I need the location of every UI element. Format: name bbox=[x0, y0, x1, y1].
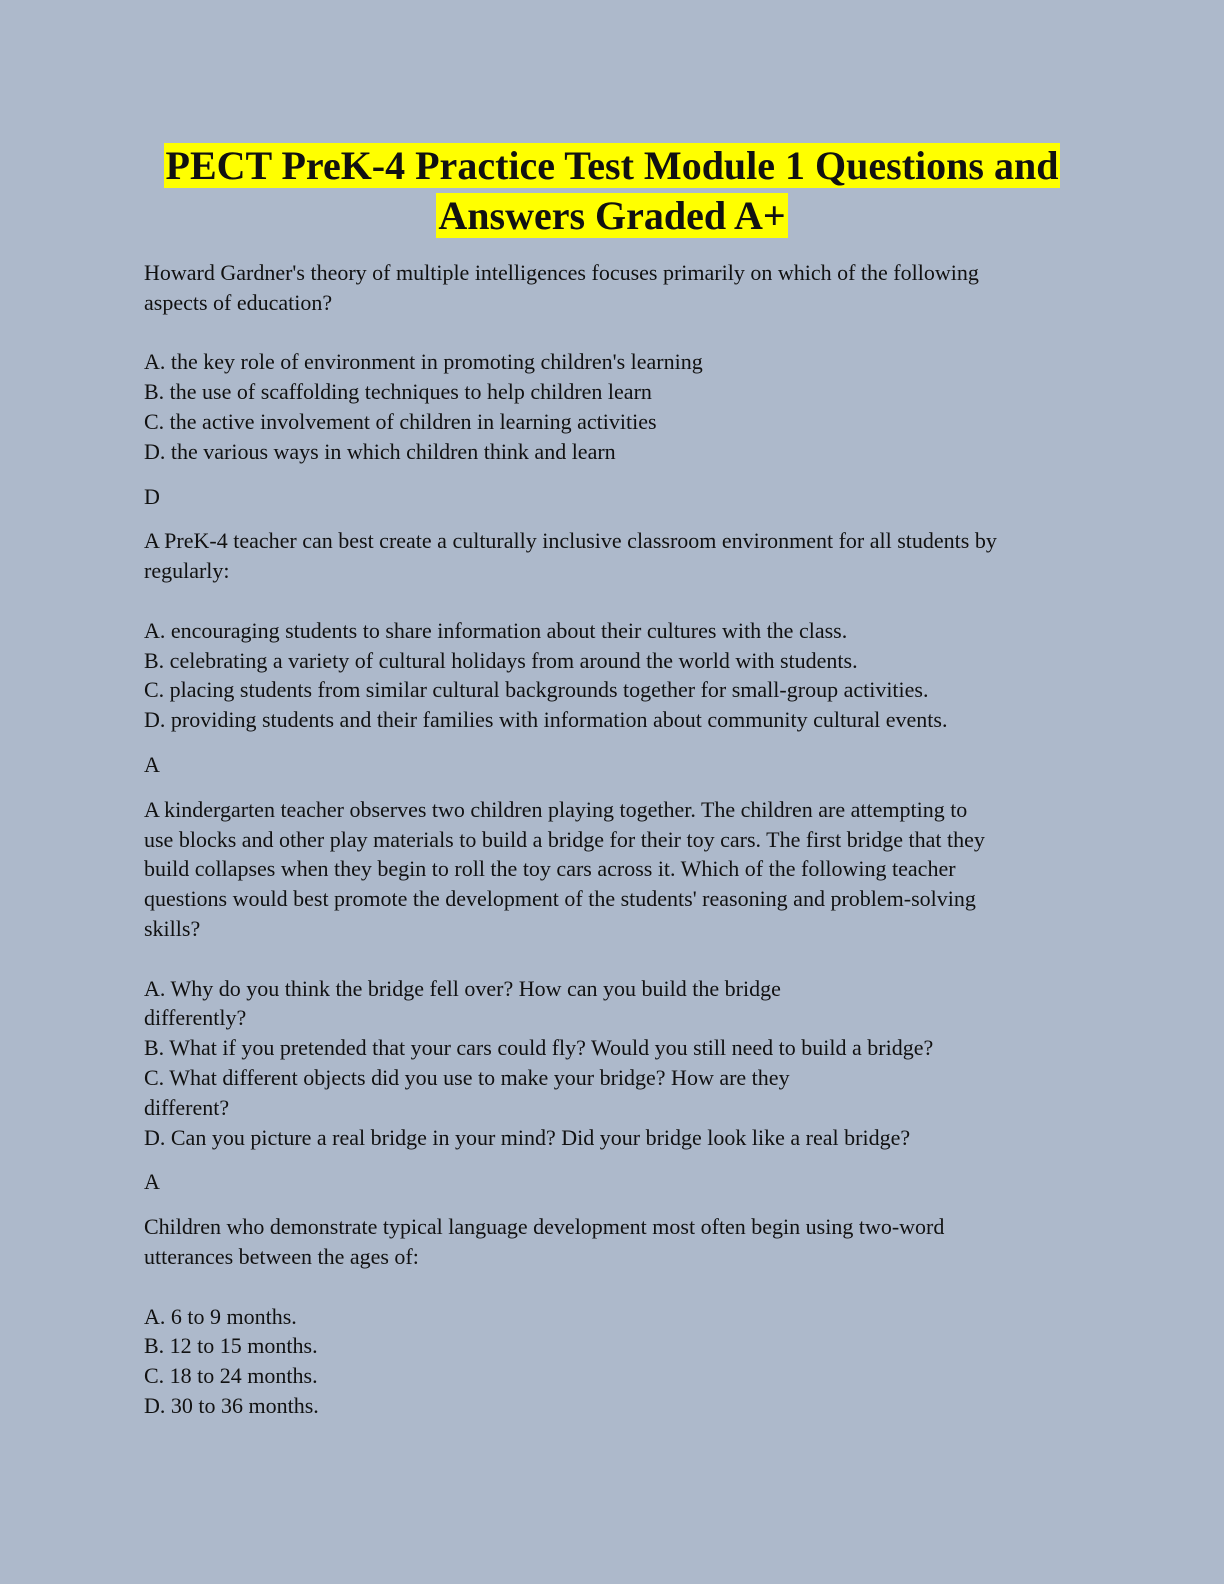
question-list bbox=[144, 258, 1089, 1436]
option-line: A. the key role of environment in promoting children's learning bbox=[144, 349, 703, 375]
question-line: use blocks and other play materials to build a bridge for their toy cars. The first bridge that they bbox=[144, 826, 985, 852]
answer-options bbox=[144, 347, 1089, 466]
question-line: Howard Gardner's theory of multiple intelligences focuses primarily on which of the following bbox=[144, 260, 979, 285]
title-line: Answers Graded A+ bbox=[438, 193, 786, 238]
question-block-2 bbox=[144, 526, 1089, 779]
option-line: D. the various ways in which children think and learn bbox=[144, 438, 616, 464]
option-line: D. Can you picture a real bridge in your mind? Did your bridge look like a real bridge? bbox=[144, 1124, 911, 1150]
answer-options bbox=[144, 1302, 1089, 1421]
correct-answer bbox=[144, 1167, 1089, 1197]
option-line: C. What different objects did you use to make your bridge? How are they bbox=[144, 1064, 790, 1090]
correct-answer bbox=[144, 750, 1089, 780]
question-line: skills? bbox=[144, 915, 201, 941]
answer-options bbox=[144, 616, 1089, 735]
question-text bbox=[144, 258, 1089, 318]
option-line: A. 6 to 9 months. bbox=[144, 1303, 297, 1329]
option-line: B. the use of scaffolding techniques to help children learn bbox=[144, 379, 652, 405]
question-line: questions would best promote the development of the students' reasoning and problem-solving bbox=[144, 886, 976, 912]
option-line: A. encouraging students to share information about their cultures with the class. bbox=[144, 617, 848, 643]
option-line: B. What if you pretended that your cars could fly? Would you still need to build a bridge? bbox=[144, 1035, 934, 1061]
option-line: C. the active involvement of children in learning activities bbox=[144, 408, 657, 434]
option-line: B. 12 to 15 months. bbox=[144, 1333, 318, 1359]
question-line: A kindergarten teacher observes two children playing together. The children are attempting to bbox=[144, 796, 968, 822]
question-text bbox=[144, 1212, 1089, 1272]
question-line: build collapses when they begin to roll the toy cars across it. Which of the following teacher bbox=[144, 856, 956, 882]
answer-letter: D bbox=[144, 483, 160, 509]
option-line: differently? bbox=[144, 1005, 247, 1031]
option-line: D. providing students and their families with information about community cultural events. bbox=[144, 707, 948, 733]
correct-answer bbox=[144, 482, 1089, 512]
document-title bbox=[120, 141, 1104, 241]
title-line: PECT PreK-4 Practice Test Module 1 Questions and bbox=[165, 143, 1059, 188]
option-line: C. 18 to 24 months. bbox=[144, 1363, 318, 1389]
question-text bbox=[144, 795, 1089, 944]
question-line: utterances between the ages of: bbox=[144, 1243, 419, 1269]
question-line: aspects of education? bbox=[144, 289, 333, 315]
option-line: different? bbox=[144, 1094, 230, 1120]
question-line: Children who demonstrate typical language development most often begin using two-word bbox=[144, 1214, 945, 1240]
answer-letter: A bbox=[144, 751, 160, 777]
question-block-4 bbox=[144, 1212, 1089, 1421]
option-line: B. celebrating a variety of cultural holidays from around the world with students. bbox=[144, 647, 858, 673]
option-line: A. Why do you think the bridge fell over? How can you build the bridge bbox=[144, 975, 781, 1001]
answer-options bbox=[144, 974, 1089, 1153]
option-line: C. placing students from similar cultural backgrounds together for small-group activities. bbox=[144, 677, 929, 703]
question-block-1 bbox=[144, 258, 1089, 511]
question-block-3 bbox=[144, 795, 1089, 1197]
question-text bbox=[144, 526, 1089, 586]
answer-letter: A bbox=[144, 1169, 160, 1195]
question-line: A PreK-4 teacher can best create a culturally inclusive classroom environment for all students by bbox=[144, 528, 997, 554]
option-line: D. 30 to 36 months. bbox=[144, 1392, 319, 1418]
question-line: regularly: bbox=[144, 558, 230, 584]
